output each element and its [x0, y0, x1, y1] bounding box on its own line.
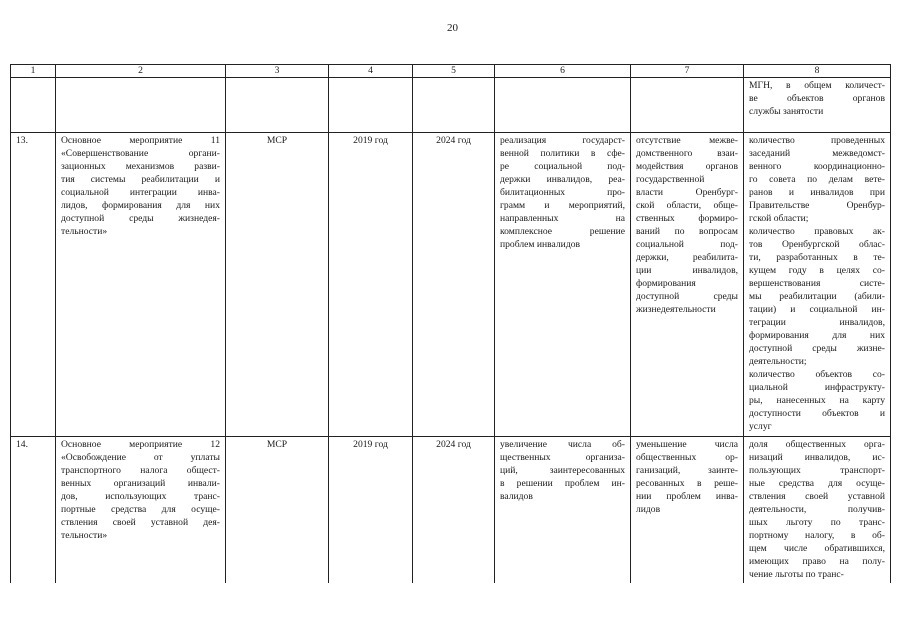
row-number: 14. [11, 437, 56, 584]
executor-cell: МСР [226, 437, 329, 584]
start-year-cell: 2019 год [329, 133, 413, 437]
table-row-continued [11, 78, 891, 133]
text-line: ти, разработанных в те- [749, 252, 885, 263]
empty-cell [226, 78, 329, 133]
text-line: чение льготы по транс- [749, 569, 844, 580]
consequences-cell [631, 437, 744, 584]
text-line: низаций инвалидов, ис- [749, 452, 885, 463]
measures-table [10, 64, 891, 583]
text-line: доля общественных орга- [749, 439, 885, 450]
indicators-cell [744, 437, 891, 584]
text-line: зационных механизмов разви- [61, 161, 220, 172]
text-line: билитационных про- [500, 187, 625, 198]
text-line: мы реабилитации (абили- [749, 291, 885, 302]
expected-result-cell [495, 437, 631, 584]
table-row-14 [11, 437, 891, 584]
text-line: доступной среды [636, 291, 738, 302]
text-line: дов, использующих транс- [61, 491, 220, 502]
text-line: модействия органов [636, 161, 738, 172]
text-line: держки, реабилита- [636, 252, 738, 263]
text-line: деятельности; [749, 356, 807, 367]
text-line: доступности объектов и [749, 408, 885, 419]
text-line: ствления своей уставной [749, 491, 885, 502]
empty-cell [56, 78, 226, 133]
page-number: 20 [447, 22, 458, 34]
text-line: ные средства для осуще- [749, 478, 885, 489]
end-year-cell: 2024 год [413, 133, 495, 437]
text-line: шых льготу по транс- [749, 517, 885, 528]
text-line: валидов [500, 491, 533, 502]
end-year-cell: 2024 год [413, 437, 495, 584]
text-line: услуг [749, 421, 772, 432]
empty-cell [631, 78, 744, 133]
header-col-8: 8 [744, 65, 891, 78]
consequences-cell [631, 133, 744, 437]
text-line: социальной интеграции инва- [61, 187, 220, 198]
text-line: в решении проблем ин- [500, 478, 625, 489]
text-line: венных организаций инвали- [61, 478, 220, 489]
text-line: ве объектов органов [749, 93, 885, 104]
text-line: Основное мероприятие 11 [61, 135, 220, 146]
text-line: тации) и социальной ин- [749, 304, 885, 315]
text-line: транспортного налога общест- [61, 465, 220, 476]
header-col-2: 2 [56, 65, 226, 78]
text-line: нии проблем инва- [636, 491, 738, 502]
text-line: лидов, формирования для них [61, 200, 220, 211]
header-col-3: 3 [226, 65, 329, 78]
text-line: формирования [636, 278, 696, 289]
text-line: держки инвалидов, реа- [500, 174, 625, 185]
text-line: ре социальной под- [500, 161, 625, 172]
text-line: кущем году в целях со- [749, 265, 885, 276]
header-col-1: 1 [11, 65, 56, 78]
empty-cell [329, 78, 413, 133]
text-line: ганизаций, заинте- [636, 465, 738, 476]
start-year-cell: 2019 год [329, 437, 413, 584]
text-line: венной политики в сфе- [500, 148, 625, 159]
text-line: реализация государст- [500, 135, 625, 146]
text-line: проблем инвалидов [500, 239, 581, 250]
text-line: власти Оренбург- [636, 187, 738, 198]
text-line: «Совершенствование органи- [61, 148, 220, 159]
text-line: государственной [636, 174, 705, 185]
header-col-4: 4 [329, 65, 413, 78]
text-line: портному налогу, в об- [749, 530, 885, 541]
text-line: тельности» [61, 226, 108, 237]
text-line: ствления своей уставной дея- [61, 517, 220, 528]
text-line: «Освобождение от уплаты [61, 452, 220, 463]
text-line: доступной среды жизнедея- [61, 213, 220, 224]
text-line: пользующих транспорт- [749, 465, 885, 476]
text-line: щем числе обратившихся, [749, 543, 885, 554]
text-line: домственного взаи- [636, 148, 738, 159]
text-line: циальной инфраструкту- [749, 382, 885, 393]
text-line: тов Оренбургской облас- [749, 239, 885, 250]
text-line: ваний по вопросам [636, 226, 738, 237]
text-line: количество объектов со- [749, 369, 885, 380]
text-line: Основное мероприятие 12 [61, 439, 220, 450]
text-line: щественных организа- [500, 452, 625, 463]
text-line: увеличение числа об- [500, 439, 625, 450]
text-line: формирования для них [749, 330, 885, 341]
text-line: направленных на [500, 213, 625, 224]
text-line: деятельности, получив- [749, 504, 885, 515]
text-line: уменьшение числа [636, 439, 738, 450]
header-col-6: 6 [495, 65, 631, 78]
text-line: вершенствования систе- [749, 278, 885, 289]
text-line: заседаний межведомст- [749, 148, 885, 159]
text-line: ры, нанесенных на карту [749, 395, 885, 406]
header-col-7: 7 [631, 65, 744, 78]
executor-cell: МСР [226, 133, 329, 437]
measure-name-cell [56, 133, 226, 437]
text-line: тия системы реабилитации и [61, 174, 220, 185]
text-line: ранов и инвалидов при [749, 187, 885, 198]
text-line: отсутствие межве- [636, 135, 738, 146]
header-row [11, 65, 891, 78]
text-line: ственных формиро- [636, 213, 738, 224]
text-line: социальной под- [636, 239, 738, 250]
table-row-13 [11, 133, 891, 437]
empty-cell [413, 78, 495, 133]
text-line: грамм и мероприятий, [500, 200, 625, 211]
indicators-cell [744, 78, 891, 133]
header-col-5: 5 [413, 65, 495, 78]
text-line: гской области; [749, 213, 809, 224]
text-line: венного координационно- [749, 161, 885, 172]
text-line: комплексное решение [500, 226, 625, 237]
text-line: ресованных в реше- [636, 478, 738, 489]
text-line: Правительстве Оренбур- [749, 200, 885, 211]
text-line: службы занятости [749, 106, 824, 117]
text-line: жизнедеятельности [636, 304, 716, 315]
row-number: 13. [11, 133, 56, 437]
text-line: количество правовых ак- [749, 226, 885, 237]
text-line: МГН, в общем количест- [749, 80, 885, 91]
text-line: общественных ор- [636, 452, 738, 463]
text-line: портные средства для осуще- [61, 504, 220, 515]
text-line: количество проведенных [749, 135, 885, 146]
text-line: ции инвалидов, [636, 265, 738, 276]
empty-cell [11, 78, 56, 133]
text-line: доступной среды жизне- [749, 343, 885, 354]
text-line: ской области, обще- [636, 200, 738, 211]
text-line: имеющих право на полу- [749, 556, 885, 567]
text-line: го совета по делам вете- [749, 174, 885, 185]
indicators-cell [744, 133, 891, 437]
text-line: лидов [636, 504, 661, 515]
text-line: теграции инвалидов, [749, 317, 885, 328]
text-line: тельности» [61, 530, 108, 541]
empty-cell [495, 78, 631, 133]
text-line: ций, заинтересованных [500, 465, 625, 476]
expected-result-cell [495, 133, 631, 437]
measure-name-cell [56, 437, 226, 584]
